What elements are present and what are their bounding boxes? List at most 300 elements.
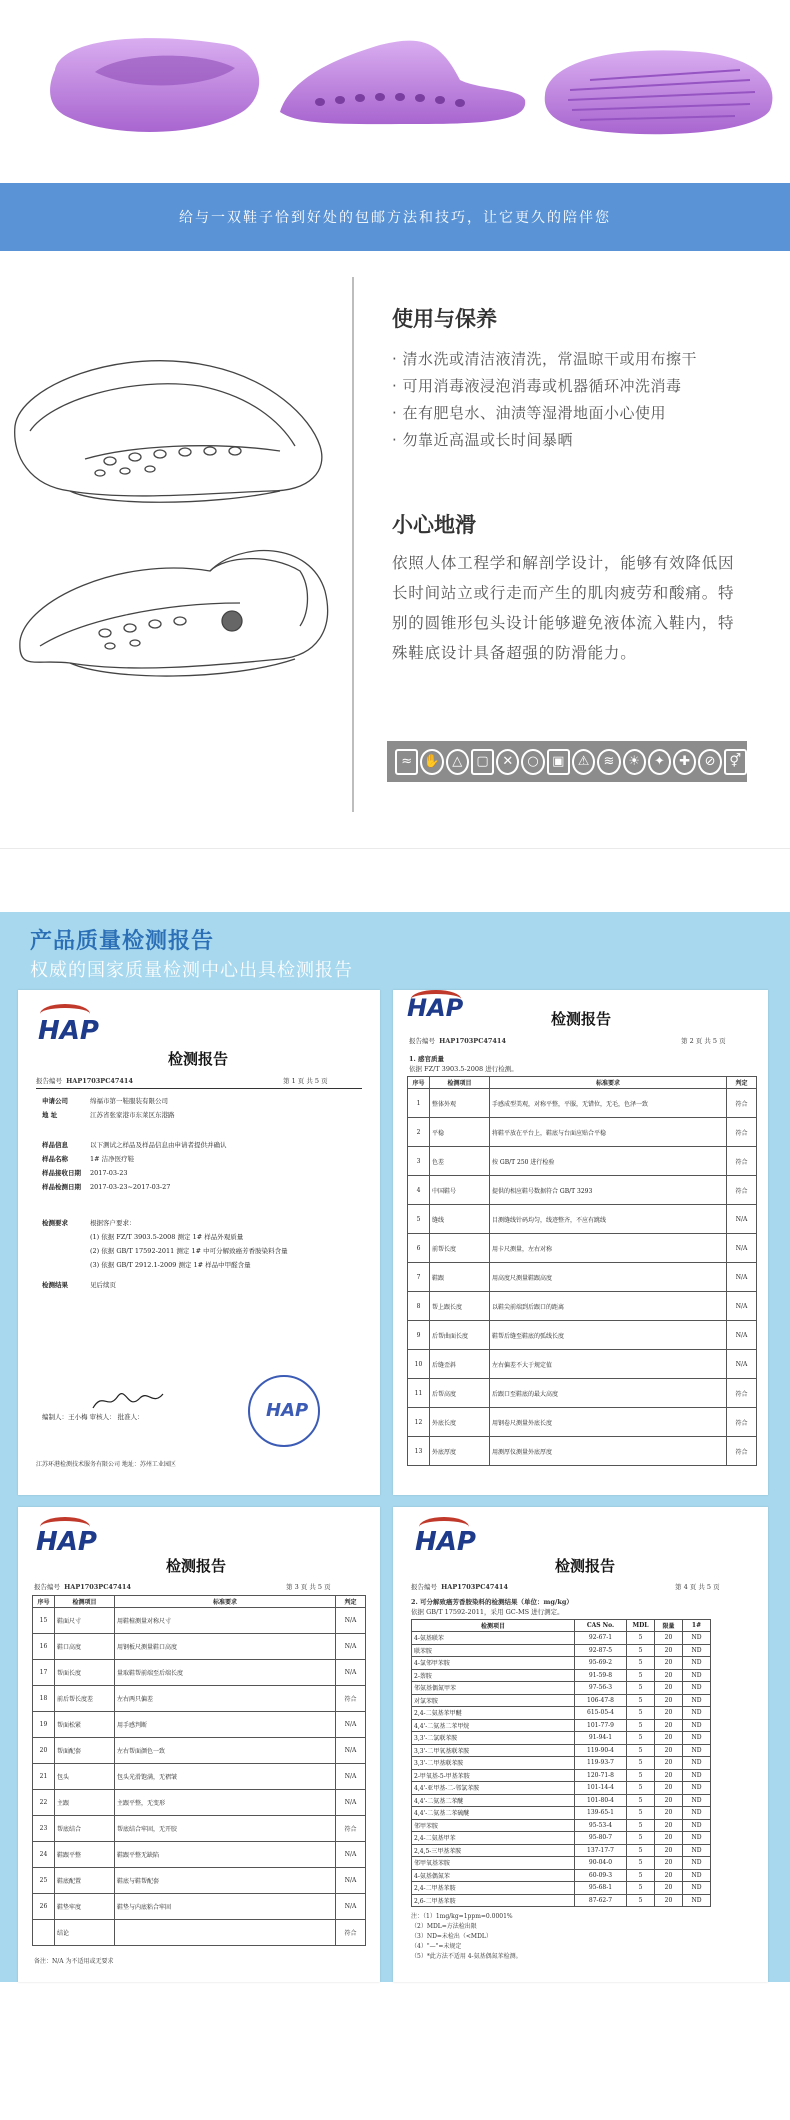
table-cell: ND — [683, 1807, 711, 1820]
applicant-info: 申请公司 绵福市第一鞋服装有限公司 地 址 江苏省张家港市东莱区东港路 — [42, 1097, 175, 1119]
table-cell: 邻甲氧基苯胺 — [412, 1857, 575, 1870]
table-row — [412, 1794, 711, 1807]
table-cell: ND — [683, 1819, 711, 1832]
table-cell: 符合 — [727, 1147, 757, 1176]
table-cell: ND — [683, 1744, 711, 1757]
page-note: 备注：N/A 为不适用或无要求 — [34, 1958, 114, 1965]
table-row — [33, 1764, 366, 1790]
table-cell: 101-77-9 — [575, 1719, 627, 1732]
table-cell: 对氯苯胺 — [412, 1694, 575, 1707]
table-cell: 中国鞋号 — [430, 1176, 490, 1205]
table-row — [412, 1732, 711, 1745]
table-row — [412, 1682, 711, 1695]
machine-icon: ▣ — [547, 749, 570, 775]
table-cell: 左右帮面颜色一致 — [115, 1738, 336, 1764]
table-cell: 4,4'-二氨基二苯硫醚 — [412, 1807, 575, 1820]
table-cell: 5 — [627, 1694, 655, 1707]
hap-logo: HAP — [38, 1016, 99, 1046]
table-cell: 鞋跟 — [430, 1263, 490, 1292]
table-cell: 鞋帮后缝至鞋底的弧线长度 — [490, 1321, 727, 1350]
table-cell: 9 — [408, 1321, 430, 1350]
clog-line-drawings — [10, 341, 340, 711]
table-cell: 5 — [627, 1682, 655, 1695]
table-cell: 92-67-1 — [575, 1632, 627, 1645]
table-row — [412, 1757, 711, 1770]
table-row — [33, 1842, 366, 1868]
table-cell: ND — [683, 1769, 711, 1782]
table-cell: ND — [683, 1669, 711, 1682]
section-heading: 2. 可分解致癌芳香胺染料的检测结果（单位：mg/kg） — [411, 1598, 573, 1606]
table-cell: 手感成型美观，对称平整，平服，无错位，无毛，色泽一致 — [490, 1089, 727, 1118]
vertical-divider — [352, 277, 354, 812]
table-cell: 20 — [655, 1819, 683, 1832]
table-cell: 20 — [655, 1682, 683, 1695]
table-cell: 鞋底配置 — [55, 1868, 115, 1894]
table-cell: 帮面长度 — [55, 1660, 115, 1686]
table-cell: 13 — [408, 1437, 430, 1466]
table-cell: 5 — [627, 1782, 655, 1795]
table-row — [412, 1632, 711, 1645]
table-cell: 包头光滑饱满，无褶皱 — [115, 1764, 336, 1790]
table-cell: 3,3'-二甲氧基联苯胺 — [412, 1744, 575, 1757]
table-cell — [115, 1920, 336, 1946]
table-cell: 101-80-4 — [575, 1794, 627, 1807]
page-footer: 江苏环港检测技术服务有限公司 地址：苏州工业园区 — [36, 1461, 176, 1468]
table-cell: 鞋底与鞋帮配套 — [115, 1868, 336, 1894]
table-notes: 注：（1）1mg/kg=1ppm=0.0001% （2）MDL=方法检出限 （3）ND=未检出（<MDL） （4）"—"=未规定 （5）*此方法不适用 4-氨基偶氮苯检测。 — [411, 1913, 522, 1960]
table-cell: 22 — [33, 1790, 55, 1816]
report-page-1 — [18, 990, 380, 1495]
table-row — [412, 1807, 711, 1820]
table-cell: 20 — [655, 1719, 683, 1732]
sample-info: 样品信息 以下测试之样品及样品信息由申请者提供并确认 样品名称 1# 洁净医疗鞋 样品接收日期 2017-03-23 样品检测日期 2017-03-23~2017-03-27 — [42, 1141, 227, 1191]
table-cell: 结论 — [55, 1920, 115, 1946]
table-cell: 5 — [627, 1769, 655, 1782]
table-cell: N/A — [336, 1894, 366, 1920]
table-row — [33, 1608, 366, 1634]
table-cell: 5 — [627, 1844, 655, 1857]
table-cell: 20 — [655, 1794, 683, 1807]
table-cell: 3 — [408, 1147, 430, 1176]
table-row — [412, 1882, 711, 1895]
table-row — [408, 1437, 757, 1466]
table-cell: 帮底结合 — [55, 1816, 115, 1842]
table-row — [33, 1894, 366, 1920]
report-number: 报告编号 HAP1703PC47414 — [409, 1037, 506, 1045]
table-cell: 提供的相应鞋号数据符合 GB/T 3293 — [490, 1176, 727, 1205]
no-fire-icon: ✦ — [648, 749, 671, 775]
table-row — [408, 1147, 757, 1176]
inspection-stamp: HAP — [248, 1375, 320, 1447]
table-cell: 20 — [655, 1732, 683, 1745]
table-cell: 符合 — [727, 1437, 757, 1466]
table-cell: 符合 — [727, 1379, 757, 1408]
table-row — [412, 1644, 711, 1657]
table-cell: 量取鞋帮前端至后端长度 — [115, 1660, 336, 1686]
table-cell: 20 — [655, 1844, 683, 1857]
table-cell: N/A — [727, 1263, 757, 1292]
table-cell: 5 — [627, 1869, 655, 1882]
table-cell — [33, 1920, 55, 1946]
table-cell: N/A — [727, 1321, 757, 1350]
table-cell: ND — [683, 1707, 711, 1720]
table-cell: 615-05-4 — [575, 1707, 627, 1720]
table-cell: 后跟口至鞋底的最大高度 — [490, 1379, 727, 1408]
table-cell: 2,4-二氨基甲苯 — [412, 1832, 575, 1845]
no-drycleaning-icon: ○ — [521, 749, 544, 775]
hap-logo: HAP — [415, 1527, 476, 1557]
table-cell: 137-17-7 — [575, 1844, 627, 1857]
table-cell: ND — [683, 1632, 711, 1645]
table-cell: 5 — [627, 1744, 655, 1757]
table-row — [408, 1263, 757, 1292]
care-item: · 清水洗或清洁液清洗，常温晾干或用布擦干 — [392, 350, 698, 368]
table-cell: 2-甲氧基-5-甲基苯胺 — [412, 1769, 575, 1782]
report-number: 报告编号 HAP1703PC47414 — [411, 1583, 508, 1591]
table-cell: 5 — [627, 1819, 655, 1832]
table-cell: 20 — [655, 1832, 683, 1845]
table-row — [33, 1790, 366, 1816]
table-row — [408, 1379, 757, 1408]
table-cell: ND — [683, 1682, 711, 1695]
table-row — [33, 1920, 366, 1946]
page-number: 第 3 页 共 5 页 — [286, 1583, 331, 1591]
table-cell: N/A — [727, 1205, 757, 1234]
table-cell: 色差 — [430, 1147, 490, 1176]
table-cell: 5 — [627, 1894, 655, 1907]
test-basis: 依据 GB/T 17592-2011，采用 GC-MS 进行测定。 — [411, 1608, 564, 1616]
table-cell: 20 — [655, 1657, 683, 1670]
table-cell: 帮上跟长度 — [430, 1292, 490, 1321]
table-cell: 119-90-4 — [575, 1744, 627, 1757]
table-cell: 鞋面尺寸 — [55, 1608, 115, 1634]
header-rule — [36, 1088, 362, 1089]
quality-report-section — [0, 912, 790, 1982]
table-cell: 5 — [627, 1644, 655, 1657]
table-cell: 帮面配套 — [55, 1738, 115, 1764]
table-cell: 95-80-7 — [575, 1832, 627, 1845]
table-cell: ND — [683, 1844, 711, 1857]
table-cell: 95-68-1 — [575, 1882, 627, 1895]
table-cell: 左右两只偏差 — [115, 1686, 336, 1712]
table-cell: 主跟 — [55, 1790, 115, 1816]
table-cell: 符合 — [727, 1408, 757, 1437]
hap-logo: HAP — [36, 1527, 97, 1557]
table-cell: 邻氨基偶氮甲苯 — [412, 1682, 575, 1695]
table-cell: 符合 — [727, 1089, 757, 1118]
table-row — [33, 1738, 366, 1764]
page-number: 第 2 页 共 5 页 — [681, 1037, 726, 1045]
table-cell: 24 — [33, 1842, 55, 1868]
aromatic-amine-table: 检测项目 CAS No. MDL 限量 1# 4-氨基联苯 92-67-1 5 20 ND 联苯胺 92-87-5 5 20 ND 4-氯邻甲苯胺 95-69-2 5 20 ND 2-萘胺 91-59-8 5 20 ND 邻氨基偶氮甲苯 97-56-3 5 20 ND 对氯苯胺 106-47-8 5 20 ND 2,4-二氨基苯甲醚 615-05-4 5 20 ND 4,4'-二氨基二苯甲烷 101-77-9 5 20 ND 3,3'-二氯联苯胺 91-94-1 5 20 ND 3,3'-二甲氧基联苯胺 119-90-4 5 20 ND 3,3'-二甲基联苯胺 119-93-7 5 20 ND 2-甲氧基-5-甲基苯胺 120-71-8 5 20 ND 4,4'-亚甲基-二-邻氯苯胺 101-14-4 5 20 ND 4,4'-二氨基二苯醚 101-80-4 5 20 ND 4,4'-二氨基二苯硫醚 139-65-1 5 20 ND 邻甲苯胺 95-53-4 5 20 ND 2,4-二氨基甲苯 95-80-7 5 20 ND 2,4,5-三甲基苯胺 137-17-7 5 20 ND 邻甲氧基苯胺 90-04-0 5 20 ND 4-氨基偶氮苯 60-09-3 5 20 ND 2,4-二甲基苯胺 95-68-1 5 20 ND 2,6-二甲基苯胺 87-62-7 5 20 ND — [411, 1619, 711, 1907]
table-cell: 鞋垫与内底粘合牢固 — [115, 1894, 336, 1920]
table-cell: 5 — [627, 1807, 655, 1820]
table-cell: 60-09-3 — [575, 1869, 627, 1882]
care-item: · 在有肥皂水、油渍等湿滑地面小心使用 — [392, 404, 667, 422]
table-cell: ND — [683, 1757, 711, 1770]
table-cell: 符合 — [336, 1816, 366, 1842]
table-cell: ND — [683, 1869, 711, 1882]
table-cell: 用高度尺测量鞋跟高度 — [490, 1263, 727, 1292]
table-cell: N/A — [336, 1842, 366, 1868]
table-cell: 20 — [655, 1669, 683, 1682]
table-cell: 18 — [33, 1686, 55, 1712]
table-cell: 帮面松紧 — [55, 1712, 115, 1738]
table-cell: 87-62-7 — [575, 1894, 627, 1907]
table-cell: 20 — [655, 1807, 683, 1820]
report-page-3 — [18, 1507, 380, 1982]
report-page-2 — [393, 990, 768, 1495]
table-row — [408, 1089, 757, 1118]
table-cell: 20 — [655, 1644, 683, 1657]
table-row — [412, 1657, 711, 1670]
table-cell: 后缝歪斜 — [430, 1350, 490, 1379]
table-cell: 106-47-8 — [575, 1694, 627, 1707]
table-cell: 101-14-4 — [575, 1782, 627, 1795]
signatures: 编制人：王小梅 审核人： 批准人： — [42, 1413, 144, 1421]
table-cell: 119-93-7 — [575, 1757, 627, 1770]
doc-title: 检测报告 — [551, 1010, 612, 1028]
table-cell: ND — [683, 1719, 711, 1732]
table-cell: 后帮高度 — [430, 1379, 490, 1408]
doc-title: 检测报告 — [555, 1557, 616, 1575]
table-cell: 鞋跟平整无缺陷 — [115, 1842, 336, 1868]
table-row — [408, 1118, 757, 1147]
table-row — [412, 1707, 711, 1720]
table-cell: 5 — [627, 1707, 655, 1720]
table-row — [408, 1176, 757, 1205]
table-cell: 符合 — [336, 1920, 366, 1946]
table-cell: 4-氨基偶氮苯 — [412, 1869, 575, 1882]
breathable-icon: ≋ — [597, 749, 620, 775]
table-cell: 139-65-1 — [575, 1807, 627, 1820]
table-cell: 6 — [408, 1234, 430, 1263]
table-cell: 12 — [408, 1408, 430, 1437]
section-divider — [0, 848, 790, 849]
table-cell: 符合 — [727, 1176, 757, 1205]
table-cell: 25 — [33, 1868, 55, 1894]
table-cell: 帮底结合牢固，无开胶 — [115, 1816, 336, 1842]
table-cell: 鞋垫牢度 — [55, 1894, 115, 1920]
table-row — [412, 1832, 711, 1845]
table-cell: 平稳 — [430, 1118, 490, 1147]
no-chemical-icon: ⊘ — [698, 749, 721, 775]
section-heading: 1. 感官质量 — [409, 1055, 445, 1063]
table-row — [412, 1819, 711, 1832]
table-cell: 5 — [627, 1669, 655, 1682]
table-cell: 20 — [655, 1744, 683, 1757]
table-cell: 邻甲苯胺 — [412, 1819, 575, 1832]
table-cell: 前帮长度 — [430, 1234, 490, 1263]
table-cell: 2,6-二甲基苯胺 — [412, 1894, 575, 1907]
hap-logo: HAP — [407, 994, 464, 1022]
care-instructions-list — [392, 346, 772, 454]
care-section — [0, 251, 790, 851]
no-sun-icon: ☀ — [623, 749, 646, 775]
table-cell: N/A — [336, 1660, 366, 1686]
table-cell: 16 — [33, 1634, 55, 1660]
doc-title: 检测报告 — [166, 1557, 227, 1575]
table-cell: 23 — [33, 1816, 55, 1842]
anti-slip-icon: ⚠ — [572, 749, 595, 775]
table-row — [33, 1634, 366, 1660]
table-cell: ND — [683, 1644, 711, 1657]
table-cell: 92-87-5 — [575, 1644, 627, 1657]
table-row — [33, 1660, 366, 1686]
table-cell: 21 — [33, 1764, 55, 1790]
table-cell: 按 GB/T 250 进行检验 — [490, 1147, 727, 1176]
clog-side-view-middle — [280, 41, 525, 125]
table-cell: 用钢卷尺测量外底长度 — [490, 1408, 727, 1437]
table-row — [408, 1350, 757, 1379]
sensory-quality-table: 序号 检测项目 标准要求 判定 1 整体外观 手感成型美观，对称平整，平服，无错位，无毛，色泽一致 符合 2 平稳 将鞋平放在平台上，鞋底与台面应贴合平稳 符合 3 色差 按 GB/T 250 进行检验 符合 4 中国鞋号 提供的相应鞋号数据符合 GB/T 3293 符合 5 缝线 目测缝线针码均匀，线迹整齐，不应有跳线 N/A 6 前帮长度 用卡尺测量，左右对称 N/A 7 鞋跟 用高度尺测量鞋跟高度 N/A 8 帮上跟长度 以鞋尖前端到后跟口的距离 N/A 9 后帮曲面长度 鞋帮后缝至鞋底的弧线长度 N/A 10 后缝歪斜 左右偏差不大于规定值 N/A 11 后帮高度 后跟口至鞋底的最大高度 符合 12 外底长度 用钢卷尺测量外底长度 符合 13 外底厚度 用测厚仪测量外底厚度 符合 — [407, 1076, 757, 1466]
table-cell: 7 — [408, 1263, 430, 1292]
doc-title: 检测报告 — [168, 1050, 229, 1068]
report-number: 报告编号 HAP1703PC47414 — [36, 1077, 133, 1085]
table-cell: 缝线 — [430, 1205, 490, 1234]
table-cell: ND — [683, 1882, 711, 1895]
table-cell: 20 — [655, 1769, 683, 1782]
care-title: 使用与保养 — [392, 307, 497, 331]
table-cell: 91-94-1 — [575, 1732, 627, 1745]
table-cell: ND — [683, 1857, 711, 1870]
slip-warning-text: 依照人体工程学和解剖学设计，能够有效降低因长时间站立或行走而产生的肌肉疲劳和酸痛。特别的圆锥形包头设计能够避免液体流入鞋内，特殊鞋底设计具备超强的防滑能力。 — [392, 554, 735, 662]
table-cell: 20 — [655, 1894, 683, 1907]
table-cell: 主跟平整，无变形 — [115, 1790, 336, 1816]
table-cell: 符合 — [727, 1118, 757, 1147]
report-section-subtitle: 权威的国家质量检测中心出具检测报告 — [30, 960, 353, 981]
table-cell: 10 — [408, 1350, 430, 1379]
table-row — [33, 1712, 366, 1738]
table-row — [412, 1844, 711, 1857]
table-cell: 4,4'-二氨基二苯醚 — [412, 1794, 575, 1807]
table-row — [408, 1292, 757, 1321]
clog-side-view-left — [50, 38, 259, 132]
table-row — [412, 1694, 711, 1707]
table-cell: ND — [683, 1782, 711, 1795]
table-cell: N/A — [336, 1608, 366, 1634]
table-cell: 4,4'-亚甲基-二-邻氯苯胺 — [412, 1782, 575, 1795]
table-cell: 20 — [655, 1869, 683, 1882]
table-cell: 8 — [408, 1292, 430, 1321]
hand-wash-icon: ✋ — [420, 749, 443, 775]
test-basis: 依据 FZ/T 3903.5-2008 进行检测。 — [409, 1065, 518, 1073]
table-cell: 左右偏差不大于规定值 — [490, 1350, 727, 1379]
table-cell: 外底厚度 — [430, 1437, 490, 1466]
purple-clog-images — [0, 0, 790, 180]
table-cell: 20 — [655, 1707, 683, 1720]
table-cell: ND — [683, 1732, 711, 1745]
care-item: · 可用消毒液浸泡消毒或机器循环冲洗消毒 — [392, 377, 682, 395]
table-cell: 17 — [33, 1660, 55, 1686]
table-cell: 95-53-4 — [575, 1819, 627, 1832]
table-cell: 20 — [33, 1738, 55, 1764]
table-cell: 26 — [33, 1894, 55, 1920]
table-cell: 鞋口高度 — [55, 1634, 115, 1660]
table-cell: 20 — [655, 1694, 683, 1707]
table-cell: N/A — [336, 1634, 366, 1660]
slip-warning-title: 小心地滑 — [392, 513, 476, 537]
table-row — [33, 1686, 366, 1712]
table-cell: 整体外观 — [430, 1089, 490, 1118]
table-cell: 5 — [627, 1882, 655, 1895]
table-cell: 97-56-3 — [575, 1682, 627, 1695]
table-cell: 3,3'-二甲基联苯胺 — [412, 1757, 575, 1770]
table-cell: 前后帮长度差 — [55, 1686, 115, 1712]
table-cell: 2,4-二甲基苯胺 — [412, 1882, 575, 1895]
table-row — [412, 1782, 711, 1795]
wash-icon: ≈ — [395, 749, 418, 775]
table-row — [412, 1894, 711, 1907]
table-row — [412, 1719, 711, 1732]
table-cell: ND — [683, 1694, 711, 1707]
table-cell: N/A — [727, 1292, 757, 1321]
table-cell: 5 — [627, 1719, 655, 1732]
table-cell: 2-萘胺 — [412, 1669, 575, 1682]
table-cell: 用手感判断 — [115, 1712, 336, 1738]
unisex-icon: ⚥ — [724, 749, 747, 775]
table-cell: N/A — [336, 1738, 366, 1764]
test-requirements: 检测要求 根据客户要求： (1) 依据 FZ/T 3903.5-2008 测定 1# 样品外观质量 (2) 依据 GB/T 17592-2011 测定 1# 中可分解致癌芳香胺染料含量 (3) 依据 GB/T 2912.1-2009 测定 1# 样品中甲醛含量 检测结果 见后续页 — [42, 1219, 288, 1289]
table-cell: 11 — [408, 1379, 430, 1408]
table-cell: 2,4-二氨基苯甲醚 — [412, 1707, 575, 1720]
table-row — [33, 1816, 366, 1842]
table-cell: N/A — [727, 1234, 757, 1263]
handwritten-signature — [88, 1386, 168, 1416]
table-cell: 4,4'-二氨基二苯甲烷 — [412, 1719, 575, 1732]
table-cell: 4-氯邻甲苯胺 — [412, 1657, 575, 1670]
table-row — [408, 1205, 757, 1234]
table-cell: 5 — [627, 1632, 655, 1645]
table-cell: N/A — [336, 1790, 366, 1816]
table-cell: 20 — [655, 1857, 683, 1870]
table-cell: 5 — [627, 1732, 655, 1745]
table-cell: 以鞋尖前端到后跟口的距离 — [490, 1292, 727, 1321]
sensory-quality-table-continued: 序号 检测项目 标准要求 判定 15 鞋面尺寸 用鞋楦测量对称尺寸 N/A 16 鞋口高度 用钢板尺测量鞋口高度 N/A 17 帮面长度 量取鞋帮前端至后端长度 N/A 18 前后帮长度差 左右两只偏差 符合 19 帮面松紧 用手感判断 N/A 20 帮面配套 左右帮面颜色一致 N/A 21 包头 包头光滑饱满，无褶皱 N/A 22 主跟 主跟平整，无变形 N/A 23 帮底结合 帮底结合牢固，无开胶 符合 24 鞋跟平整 鞋跟平整无缺陷 N/A 25 鞋底配置 鞋底与鞋帮配套 N/A 26 鞋垫牢度 鞋垫与内底粘合牢固 N/A 结论 符合 — [32, 1595, 366, 1946]
table-cell: 20 — [655, 1782, 683, 1795]
table-cell: 包头 — [55, 1764, 115, 1790]
table-row — [412, 1744, 711, 1757]
table-cell: N/A — [727, 1350, 757, 1379]
table-cell: 符合 — [336, 1686, 366, 1712]
table-cell: 5 — [408, 1205, 430, 1234]
table-row — [412, 1769, 711, 1782]
report-page-4 — [393, 1507, 768, 1982]
table-cell: 目测缝线针码均匀，线迹整齐，不应有跳线 — [490, 1205, 727, 1234]
table-row — [412, 1669, 711, 1682]
table-cell: ND — [683, 1794, 711, 1807]
table-cell: 5 — [627, 1857, 655, 1870]
table-cell: 5 — [627, 1757, 655, 1770]
no-bleach-icon: △ — [446, 749, 469, 775]
report-section-title: 产品质量检测报告 — [30, 929, 215, 954]
table-cell: 91-59-8 — [575, 1669, 627, 1682]
table-cell: 1 — [408, 1089, 430, 1118]
table-cell: ND — [683, 1832, 711, 1845]
table-cell: 95-69-2 — [575, 1657, 627, 1670]
table-cell: 20 — [655, 1882, 683, 1895]
disinfect-icon: ✚ — [673, 749, 696, 775]
table-cell: 用卡尺测量，左右对称 — [490, 1234, 727, 1263]
table-cell: 鞋跟平整 — [55, 1842, 115, 1868]
table-cell: 用测厚仪测量外底厚度 — [490, 1437, 727, 1466]
page-number: 第 4 页 共 5 页 — [675, 1583, 720, 1591]
table-cell: 外底长度 — [430, 1408, 490, 1437]
table-cell: 用钢板尺测量鞋口高度 — [115, 1634, 336, 1660]
no-iron-icon: ✕ — [496, 749, 519, 775]
table-cell: 120-71-8 — [575, 1769, 627, 1782]
table-cell: N/A — [336, 1868, 366, 1894]
